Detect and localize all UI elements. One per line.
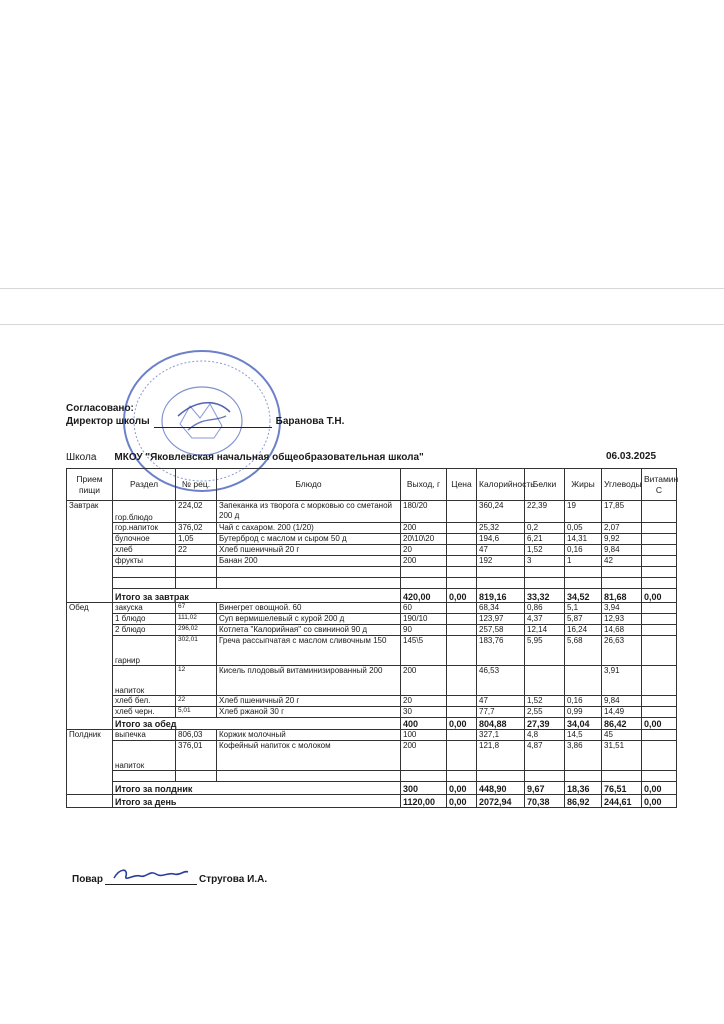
table-row xyxy=(67,625,677,636)
director-label: Директор школы xyxy=(66,416,150,427)
cell-vitamin-c xyxy=(642,696,677,707)
cell-price xyxy=(447,696,477,707)
cell-yield: 180/20 xyxy=(401,501,447,523)
table-row xyxy=(67,534,677,545)
cell-price xyxy=(447,614,477,625)
cell-price xyxy=(447,730,477,741)
cell-recipe: 22 xyxy=(176,545,217,556)
cell-kcal: 47 xyxy=(477,696,525,707)
cell-yield: 145\5 xyxy=(401,636,447,666)
cell-vitamin-c xyxy=(642,603,677,614)
cell-price xyxy=(447,545,477,556)
cell-carbs: 17,85 xyxy=(602,501,642,523)
cell-recipe: 5,01 xyxy=(176,707,217,718)
cell-vitamin-c: 0,00 xyxy=(642,589,677,603)
col-section: Раздел xyxy=(113,469,176,501)
director-signature-line xyxy=(154,427,272,428)
breakfast-total-label: Итого за завтрак xyxy=(113,589,401,603)
cell-carbs: 42 xyxy=(602,556,642,567)
cell-yield: 400 xyxy=(401,718,447,730)
cell-section: закуска xyxy=(113,603,176,614)
cell-carbs: 3,91 xyxy=(602,666,642,696)
cell-fat: 14,5 xyxy=(565,730,602,741)
cell-vitamin-c xyxy=(642,636,677,666)
table-header-row xyxy=(67,469,677,501)
cell-recipe: 376,01 xyxy=(176,741,217,771)
cell-carbs: 12,93 xyxy=(602,614,642,625)
cell-price xyxy=(447,666,477,696)
cook-signature-line xyxy=(105,872,197,885)
cell-dish: Суп вермишелевый с курой 200 д xyxy=(217,614,401,625)
cell-protein: 33,32 xyxy=(525,589,565,603)
cell-yield: 20 xyxy=(401,545,447,556)
cell-kcal: 77,7 xyxy=(477,707,525,718)
cell-dish: Коржик молочный xyxy=(217,730,401,741)
cell-price: 0,00 xyxy=(447,589,477,603)
lunch-total-label: Итого за обед xyxy=(113,718,401,730)
cell-protein: 0,2 xyxy=(525,523,565,534)
table-row xyxy=(67,666,677,696)
cell-vitamin-c xyxy=(642,556,677,567)
cell-protein: 1,52 xyxy=(525,545,565,556)
cell-price: 0,00 xyxy=(447,782,477,795)
cell-dish: Хлеб пшеничный 20 г xyxy=(217,545,401,556)
cell-kcal: 257,58 xyxy=(477,625,525,636)
cell-yield: 1120,00 xyxy=(401,795,447,808)
cell-recipe: 1,05 xyxy=(176,534,217,545)
meal-breakfast: Завтрак xyxy=(67,501,113,603)
cell-price: 0,00 xyxy=(447,718,477,730)
lunch-total-row xyxy=(67,718,677,730)
cell-kcal: 327,1 xyxy=(477,730,525,741)
cell-section: напиток xyxy=(113,741,176,771)
cell-price xyxy=(447,523,477,534)
cell-protein: 9,67 xyxy=(525,782,565,795)
cell-section: 1 блюдо xyxy=(113,614,176,625)
cell-price xyxy=(447,603,477,614)
cell-yield: 60 xyxy=(401,603,447,614)
cook-label: Повар xyxy=(72,874,103,885)
cell-fat: 86,92 xyxy=(565,795,602,808)
cell-dish: Кофейный напиток с молоком xyxy=(217,741,401,771)
cell-protein: 4,87 xyxy=(525,741,565,771)
cell-kcal: 123,97 xyxy=(477,614,525,625)
cell-recipe: 67 xyxy=(176,603,217,614)
cell-protein: 22,39 xyxy=(525,501,565,523)
cell-recipe: 376,02 xyxy=(176,523,217,534)
cell-section: фрукты xyxy=(113,556,176,567)
cell-recipe: 111,02 xyxy=(176,614,217,625)
cell-carbs: 76,51 xyxy=(602,782,642,795)
table-row-empty xyxy=(67,578,677,589)
cell-dish: Греча рассыпчатая с маслом сливочным 150 xyxy=(217,636,401,666)
table-row xyxy=(67,730,677,741)
cell-recipe: 22 xyxy=(176,696,217,707)
cell-fat: 5,68 xyxy=(565,636,602,666)
col-fat: Жиры xyxy=(565,469,602,501)
cell-protein: 4,8 xyxy=(525,730,565,741)
cell-fat: 0,99 xyxy=(565,707,602,718)
cell-dish: Запеканка из творога с морковью со сметаной 200 д xyxy=(217,501,401,523)
table-row xyxy=(67,707,677,718)
school-name: МКОУ "Яковлевская начальная общеобразовательная школа" xyxy=(114,452,424,463)
col-dish: Блюдо xyxy=(217,469,401,501)
cell-vitamin-c xyxy=(642,545,677,556)
table-row xyxy=(67,556,677,567)
cell-carbs: 14,68 xyxy=(602,625,642,636)
cell-price xyxy=(447,534,477,545)
cell-fat: 34,52 xyxy=(565,589,602,603)
cell-kcal: 46,53 xyxy=(477,666,525,696)
meal-lunch: Обед xyxy=(67,603,113,730)
cell-carbs: 45 xyxy=(602,730,642,741)
cell-section: гарнир xyxy=(113,636,176,666)
col-carbs: Углеводы xyxy=(602,469,642,501)
director-name: Баранова Т.Н. xyxy=(275,416,345,427)
cell-fat: 16,24 xyxy=(565,625,602,636)
cell-vitamin-c xyxy=(642,523,677,534)
cell-section: хлеб бел. xyxy=(113,696,176,707)
cell-vitamin-c: 0,00 xyxy=(642,718,677,730)
cell-recipe: 12 xyxy=(176,666,217,696)
cell-vitamin-c xyxy=(642,501,677,523)
cell-protein: 0,86 xyxy=(525,603,565,614)
col-vitamin-c: Витамин С xyxy=(642,469,677,501)
cell-yield: 190/10 xyxy=(401,614,447,625)
cell-carbs: 9,84 xyxy=(602,545,642,556)
cell-fat: 14,31 xyxy=(565,534,602,545)
scan-fold-line xyxy=(0,324,724,325)
cell-vitamin-c xyxy=(642,666,677,696)
table-row xyxy=(67,614,677,625)
cell-dish: Чай с сахаром. 200 (1/20) xyxy=(217,523,401,534)
cell-protein xyxy=(525,666,565,696)
cell-price xyxy=(447,636,477,666)
cell-yield: 200 xyxy=(401,523,447,534)
cell-dish: Бутерброд с маслом и сыром 50 д xyxy=(217,534,401,545)
approved-label: Согласовано: xyxy=(66,403,134,414)
table-row xyxy=(67,501,677,523)
cell-yield: 200 xyxy=(401,556,447,567)
cell-carbs: 3,94 xyxy=(602,603,642,614)
cell-kcal: 25,32 xyxy=(477,523,525,534)
cell-kcal: 194,6 xyxy=(477,534,525,545)
table-row xyxy=(67,741,677,771)
menu-date: 06.03.2025 xyxy=(606,451,657,462)
cell-kcal: 68,34 xyxy=(477,603,525,614)
cell-vitamin-c xyxy=(642,707,677,718)
cell-fat: 0,05 xyxy=(565,523,602,534)
cell-protein: 4,37 xyxy=(525,614,565,625)
meal-snack: Полдник xyxy=(67,730,113,795)
table-row-empty xyxy=(67,771,677,782)
cell-yield: 300 xyxy=(401,782,447,795)
cell-dish: Котлета "Калорийная" со свининой 90 д xyxy=(217,625,401,636)
cell-carbs: 86,42 xyxy=(602,718,642,730)
day-total-row xyxy=(67,795,677,808)
cell-carbs: 9,84 xyxy=(602,696,642,707)
school-label: Школа xyxy=(66,452,97,463)
cell-protein: 5,95 xyxy=(525,636,565,666)
cell-protein: 12,14 xyxy=(525,625,565,636)
cell-recipe: 224,02 xyxy=(176,501,217,523)
cell-dish: Банан 200 xyxy=(217,556,401,567)
snack-total-label: Итого за полдник xyxy=(113,782,401,795)
cell-carbs: 31,51 xyxy=(602,741,642,771)
cell-carbs: 9,92 xyxy=(602,534,642,545)
cell-protein: 70,38 xyxy=(525,795,565,808)
cell-kcal: 192 xyxy=(477,556,525,567)
cell-fat: 34,04 xyxy=(565,718,602,730)
cell-kcal: 121,8 xyxy=(477,741,525,771)
cell-section: хлеб xyxy=(113,545,176,556)
cell-dish: Винегрет овощной. 60 xyxy=(217,603,401,614)
cook-name: Стругова И.А. xyxy=(198,874,268,885)
cell-vitamin-c xyxy=(642,730,677,741)
cell-carbs: 244,61 xyxy=(602,795,642,808)
cell-yield: 200 xyxy=(401,666,447,696)
cell-fat: 1 xyxy=(565,556,602,567)
cell-section: выпечка xyxy=(113,730,176,741)
cell-yield: 420,00 xyxy=(401,589,447,603)
snack-total-row xyxy=(67,782,677,795)
cell-dish: Хлеб пшеничный 20 г xyxy=(217,696,401,707)
cell-price: 0,00 xyxy=(447,795,477,808)
cook-signature-block xyxy=(72,872,267,885)
col-protein: Белки xyxy=(525,469,565,501)
cell-protein: 3 xyxy=(525,556,565,567)
cell-recipe: 296,02 xyxy=(176,625,217,636)
cell-yield: 20 xyxy=(401,696,447,707)
cell-kcal: 183,76 xyxy=(477,636,525,666)
cell-fat: 0,16 xyxy=(565,545,602,556)
day-total-label: Итого за день xyxy=(113,795,401,808)
cell-fat: 18,36 xyxy=(565,782,602,795)
cell-recipe xyxy=(176,556,217,567)
col-meal: Прием пищи xyxy=(67,469,113,501)
cell-yield: 100 xyxy=(401,730,447,741)
cell-fat: 3,86 xyxy=(565,741,602,771)
cell-vitamin-c: 0,00 xyxy=(642,795,677,808)
cell-section: гор.блюдо xyxy=(113,501,176,523)
cell-price xyxy=(447,707,477,718)
col-price: Цена xyxy=(447,469,477,501)
table-row xyxy=(67,523,677,534)
cell-recipe: 302,01 xyxy=(176,636,217,666)
cell-dish: Кисель плодовый витаминизированный 200 xyxy=(217,666,401,696)
cell-section: гор.напиток xyxy=(113,523,176,534)
cell-price xyxy=(447,741,477,771)
table-row-empty xyxy=(67,567,677,578)
cell-dish: Хлеб ржаной 30 г xyxy=(217,707,401,718)
table-row xyxy=(67,636,677,666)
cell-fat: 5,1 xyxy=(565,603,602,614)
cell-fat: 0,16 xyxy=(565,696,602,707)
cell-carbs: 26,63 xyxy=(602,636,642,666)
cell-yield: 90 xyxy=(401,625,447,636)
cell-price xyxy=(447,501,477,523)
cell-yield: 20\10\20 xyxy=(401,534,447,545)
cell-vitamin-c xyxy=(642,534,677,545)
cell-vitamin-c xyxy=(642,625,677,636)
cell-price xyxy=(447,625,477,636)
col-yield: Выход, г xyxy=(401,469,447,501)
school-line xyxy=(66,452,424,463)
col-recipe: № рец. xyxy=(176,469,217,501)
cell-vitamin-c: 0,00 xyxy=(642,782,677,795)
approval-block xyxy=(66,402,344,428)
cell-protein: 27,39 xyxy=(525,718,565,730)
cell-yield: 200 xyxy=(401,741,447,771)
scan-fold-line xyxy=(0,288,724,289)
col-kcal: Калорийность xyxy=(477,469,525,501)
cell-section: 2 блюдо xyxy=(113,625,176,636)
breakfast-total-row xyxy=(67,589,677,603)
cell-recipe: 806,03 xyxy=(176,730,217,741)
cell-yield: 30 xyxy=(401,707,447,718)
cell-kcal: 360,24 xyxy=(477,501,525,523)
cell-fat: 19 xyxy=(565,501,602,523)
cell-carbs: 81,68 xyxy=(602,589,642,603)
cell-fat: 5,87 xyxy=(565,614,602,625)
cell-kcal: 448,90 xyxy=(477,782,525,795)
cell-carbs: 14,49 xyxy=(602,707,642,718)
menu-table xyxy=(66,468,677,808)
cell-protein: 6,21 xyxy=(525,534,565,545)
cell-section: напиток xyxy=(113,666,176,696)
cell-section: хлеб черн. xyxy=(113,707,176,718)
cell-protein: 2,55 xyxy=(525,707,565,718)
cell-protein: 1,52 xyxy=(525,696,565,707)
cell-carbs: 2,07 xyxy=(602,523,642,534)
cell-kcal: 2072,94 xyxy=(477,795,525,808)
table-row xyxy=(67,545,677,556)
cell-kcal: 804,88 xyxy=(477,718,525,730)
cell-kcal: 819,16 xyxy=(477,589,525,603)
table-row xyxy=(67,696,677,707)
table-row xyxy=(67,603,677,614)
cell-price xyxy=(447,556,477,567)
cell-vitamin-c xyxy=(642,614,677,625)
cell-section: булочное xyxy=(113,534,176,545)
cell-vitamin-c xyxy=(642,741,677,771)
cell-kcal: 47 xyxy=(477,545,525,556)
cell-fat xyxy=(565,666,602,696)
